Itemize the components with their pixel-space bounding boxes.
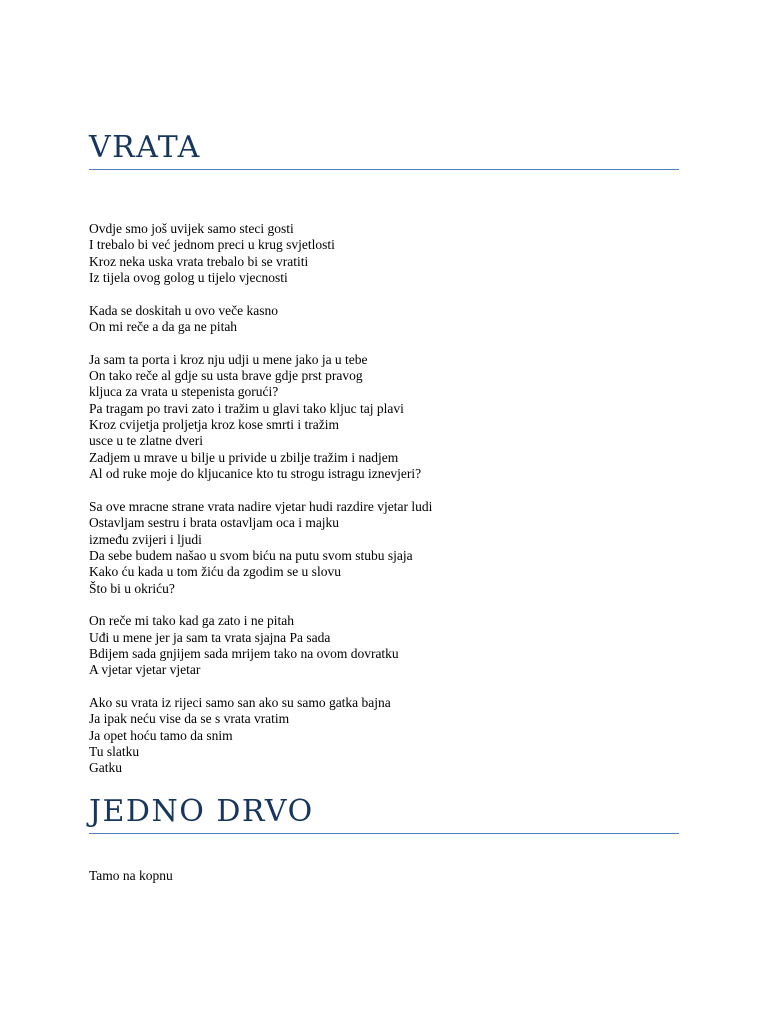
poem-body-vrata [89,221,689,793]
title-underline [89,833,679,834]
poem-line: A vjetar vjetar vjetar [89,662,201,678]
title-underline [89,169,679,170]
poem-line: Ovdje smo još uvijek samo steci gosti [89,221,294,236]
poem-line: Ostavljam sestru i brata ostavljam oca i majku [89,515,340,531]
poem-line: Ja sam ta porta i kroz nju udji u mene jako ja u tebe [89,351,368,367]
poem-line: Bdijem sada gnjijem sada mrijem tako na ovom dovratku [89,645,399,661]
poem-line: Iz tijela ovog golog u tijelo vjecnosti [89,270,288,286]
poem-line: Gatku [89,760,122,776]
poem-line: Uđi u mene jer ja sam ta vrata sjajna Pa sada [89,629,331,645]
stanza [89,695,689,777]
poem-line: Tu slatku [89,744,140,759]
poem-line: On reče mi tako kad ga zato i ne pitah [89,613,295,629]
stanza [89,303,689,336]
stanza [89,499,689,597]
poem-line: Pa tragam po travi zato i tražim u glavi tako kljuc taj plavi [89,400,404,416]
poem-line: Zadjem u mrave u bilje u privide u zbilje tražim i nadjem [89,449,399,465]
stanza [89,221,689,286]
poem-line: Kako ću kada u tom žiću da zgodim se u slovu [89,564,341,580]
poem-line: Ako su vrata iz rijeci samo san ako su samo gatka bajna [89,694,391,710]
poem-line: On mi reče a da ga ne pitah [89,319,238,335]
poem-title-jedno-drvo: JEDNO DRVO [89,794,314,829]
poem-line: Ja ipak neću vise da se s vrata vratim [89,711,290,727]
poem-line: Da sebe budem našao u svom biću na putu svom stubu sjaja [89,547,413,563]
poem-line: Sa ove mracne strane vrata nadire vjetar hudi razdire vjetar ludi [89,498,433,514]
poem-line: Al od ruke moje do kljucanice kto tu strogu istragu iznevjeri? [89,466,422,482]
poem-line: Tamo na kopnu [89,868,173,883]
poem-line: Ja opet hoću tamo da snim [89,727,233,743]
stanza [89,613,689,678]
poem-line: On tako reče al gdje su usta brave gdje prst pravog [89,368,363,384]
stanza [89,352,689,483]
poem-line: Kroz neka uska vrata trebalo bi se vratiti [89,253,309,269]
poem-line: I trebalo bi već jednom preci u krug svjetlosti [89,237,335,253]
poem-line: Kada se doskitah u ovo veče kasno [89,302,278,318]
poem-line: Kroz cvijetja proljetja kroz kose smrti i tražim [89,417,340,433]
poem-title-vrata: VRATA [89,130,201,165]
poem-line: Što bi u okriću? [89,580,175,596]
poem-line: usce u te zlatne dveri [89,433,203,449]
poem-line: između zvijeri i ljudi [89,531,202,547]
poem-line: kljuca za vrata u stepenista gorući? [89,384,279,400]
